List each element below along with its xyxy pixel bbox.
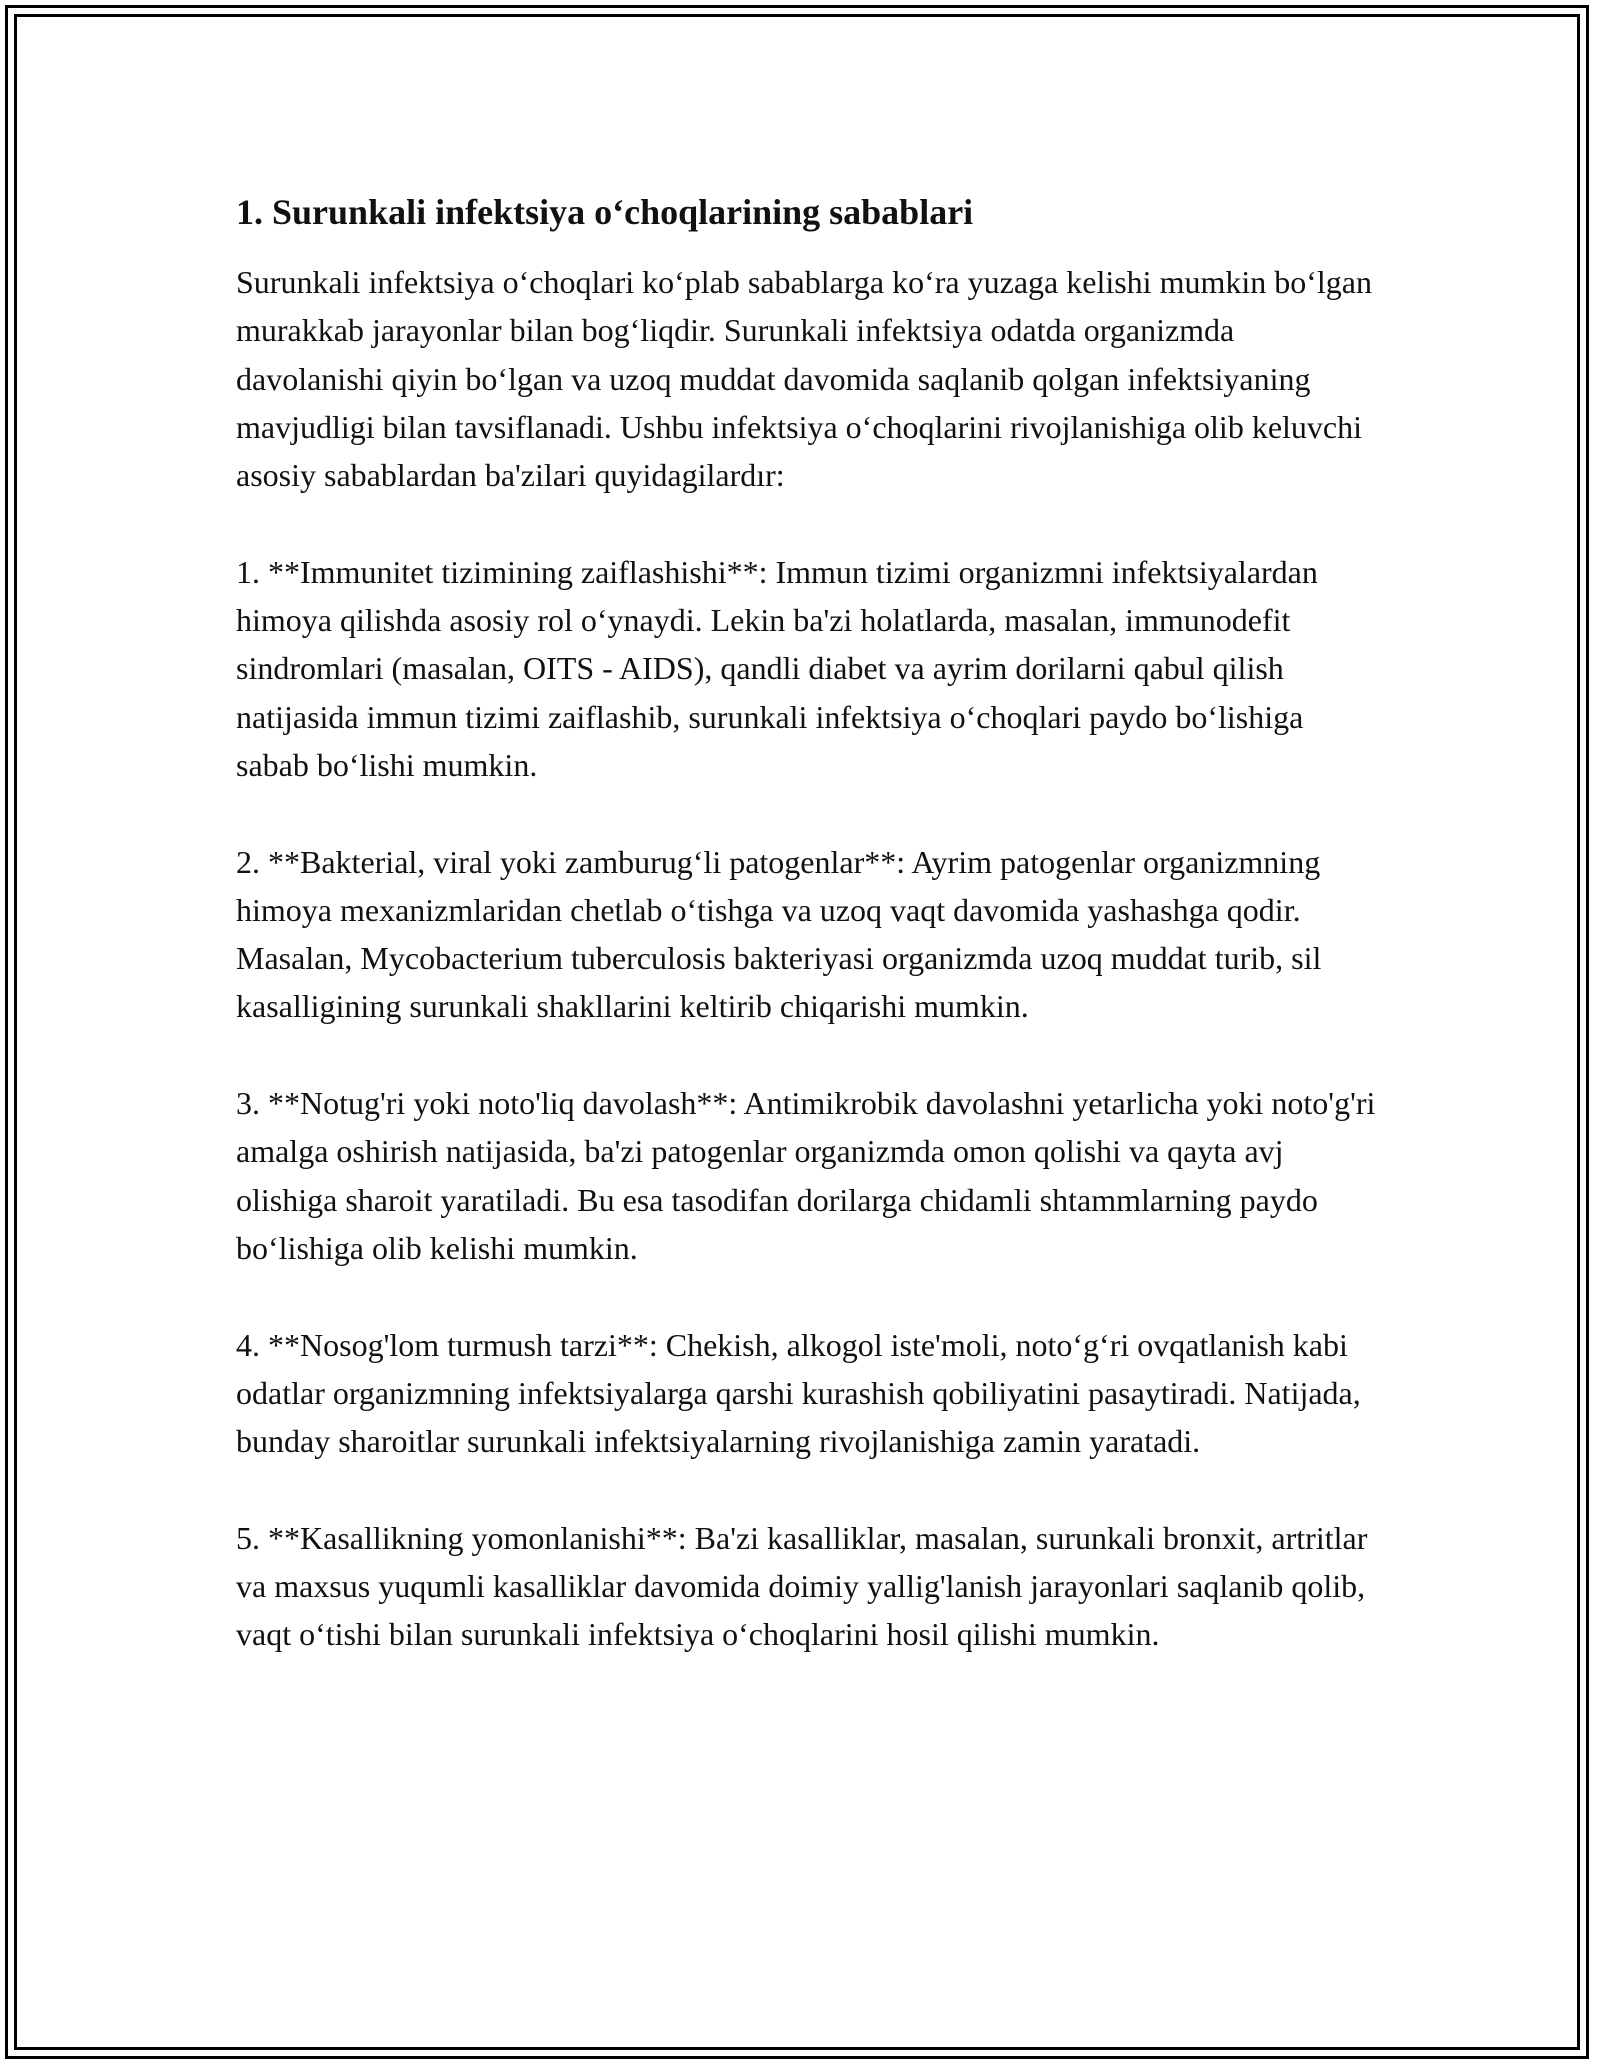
cause-paragraph-5: 5. **Kasallikning yomonlanishi**: Ba'zi kasalliklar, masalan, surunkali bronxit, artritlar va maxsus yuqumli kasalliklar davomida doimiy yallig'lanish jarayonlari saqlanib qolib, vaqt o‘tishi bilan surunkali infektsiya o‘choqlarini hosil qilishi mumkin. — [236, 1519, 1368, 1653]
document-body — [236, 188, 1376, 1659]
intro-paragraph: Surunkali infektsiya o‘choqlari ko‘plab sabablarga ko‘ra yuzaga kelishi mumkin bo‘lgan murakkab jarayonlar bilan bog‘liqdir. Surunkali infektsiya odatda organizmda davolanishi qiyin bo‘lgan va uzoq muddat davomida saqlanib qolgan infektsiyaning mavjudligi bilan tavsiflanadi. Ushbu infektsiya o‘choqlarini rivojlanishiga olib keluvchi asosiy sabablardan ba'zilari quyidagilardır: — [236, 264, 1372, 494]
cause-paragraph-3: 3. **Notug'ri yoki noto'liq davolash**: Antimikrobik davolashni yetarlicha yoki noto'g'ri amalga oshirish natijasida, ba'zi patogenlar organizmda omon qolishi va qayta avj olishiga sharoit yaratiladi. Bu esa tasodifan dorilarga chidamli shtammlarning paydo bo‘lishiga olib kelishi mumkin. — [236, 1085, 1376, 1266]
cause-paragraph-1: 1. **Immunitet tizimining zaiflashishi**: Immun tizimi organizmni infektsiyalardan himoya qilishda asosiy rol o‘ynaydi. Lekin ba'zi holatlarda, masalan, immunodefit sindromlari (masalan, OITS - AIDS), qandli diabet va ayrim dorilarni qabul qilish natijasida immun tizimi zaiflashib, surunkali infektsiya o‘choqlari paydo bo‘lishiga sabab bo‘lishi mumkin. — [236, 553, 1318, 783]
section-heading: 1. Surunkali infektsiya o‘choqlarining sabablari — [236, 192, 974, 232]
cause-paragraph-4: 4. **Nosog'lom turmush tarzi**: Chekish, alkogol iste'moli, noto‘g‘ri ovqatlanish kabi odatlar organizmning infektsiyalarga qarshi kurashish qobiliyatini pasaytiradi. Natijada, bunday sharoitlar surunkali infektsiyalarning rivojlanishiga zamin yaratadi. — [236, 1326, 1361, 1460]
cause-paragraph-2: 2. **Bakterial, viral yoki zamburug‘li patogenlar**: Ayrim patogenlar organizmning himoya mexanizmlaridan chetlab o‘tishga va uzoq vaqt davomida yashashga qodir. Masalan, Mycobacterium tuberculosis bakteriyasi organizmda uzoq muddat turib, sil kasalligining surunkali shakllarini keltirib chiqarishi mumkin. — [236, 843, 1322, 1025]
